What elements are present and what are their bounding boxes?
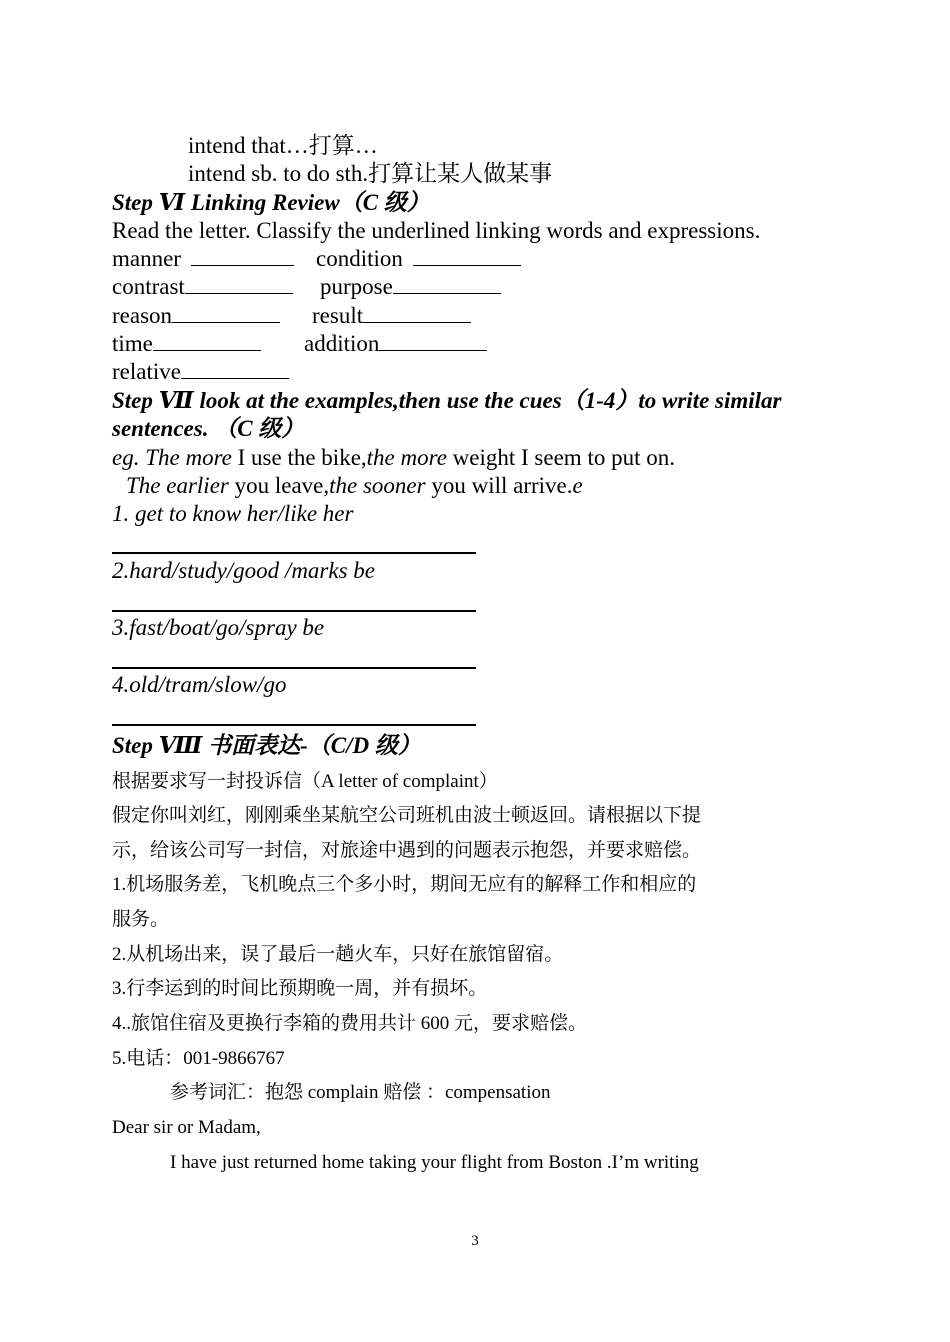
answer-blank[interactable] <box>413 246 521 266</box>
category-label: result <box>312 303 364 328</box>
cue-3: 3.fast/boat/go/spray be <box>112 615 325 640</box>
answer-blank[interactable] <box>172 303 280 323</box>
example-text: e <box>572 473 583 498</box>
blank-row-1b <box>316 245 521 273</box>
point-3: 3.行李运到的时间比预期晚一周，并有损坏。 <box>112 978 488 999</box>
salutation: Dear sir or Madam, <box>112 1117 261 1138</box>
example-phrase: the more <box>366 445 447 470</box>
example-phrase: the sooner <box>329 473 426 498</box>
step6-heading: Step Ⅵ Linking Review（C 级） <box>112 190 430 215</box>
answer-blank[interactable] <box>153 331 261 351</box>
answer-line[interactable] <box>112 610 476 612</box>
point-2: 2.从机场出来，误了最后一趟火车，只好在旅馆留宿。 <box>112 944 564 965</box>
answer-blank[interactable] <box>363 303 471 323</box>
task-description-1: 假定你叫刘红，刚刚乘坐某航空公司班机由波士顿返回。请根据以下提 <box>112 805 702 826</box>
point-4: 4..旅馆住宿及更换行李箱的费用共计 600 元，要求赔偿。 <box>112 1013 588 1034</box>
blank-row-2 <box>112 273 293 301</box>
step7-heading-line1: Step Ⅶ look at the examples,then use the cues（1-4）to write similar <box>112 388 782 413</box>
answer-line[interactable] <box>112 552 476 554</box>
example-phrase: The earlier <box>126 473 229 498</box>
step8-heading: Step Ⅷ 书面表达-（C/D 级） <box>112 733 421 758</box>
cue-2: 2.hard/study/good /marks be <box>112 558 375 583</box>
step6-instruction: Read the letter. Classify the underlined linking words and expressions. <box>112 218 761 243</box>
answer-blank[interactable] <box>393 274 501 294</box>
blank-row-3 <box>112 302 280 330</box>
example-sentence-2 <box>126 472 583 500</box>
example-text: I use the bike, <box>231 445 367 470</box>
category-label: addition <box>304 331 380 356</box>
answer-blank[interactable] <box>185 274 293 294</box>
blank-row-5 <box>112 358 289 386</box>
answer-blank[interactable] <box>191 246 294 266</box>
blank-row-1 <box>112 245 294 273</box>
answer-line[interactable] <box>112 667 476 669</box>
category-label: reason <box>112 303 173 328</box>
cue-4: 4.old/tram/slow/go <box>112 672 287 697</box>
blank-row-2b <box>320 273 501 301</box>
example-sentence-1 <box>112 444 675 472</box>
category-label: manner <box>112 246 181 271</box>
point-5: 5.电话：001-9866767 <box>112 1048 285 1069</box>
example-text: you leave, <box>228 473 330 498</box>
category-label: relative <box>112 359 181 384</box>
answer-line[interactable] <box>112 724 476 726</box>
page-number: 3 <box>471 1233 479 1249</box>
example-text: weight I seem to put on. <box>446 445 675 470</box>
category-label: purpose <box>320 274 393 299</box>
blank-row-4b <box>304 330 487 358</box>
point-1: 1.机场服务差，飞机晚点三个多小时，期间无应有的解释工作和相应的 <box>112 874 697 895</box>
cue-1: 1. get to know her/like her <box>112 501 354 526</box>
intend-that-line: intend that…打算… <box>188 133 378 158</box>
point-1-cont: 服务。 <box>112 909 170 930</box>
task-description-2: 示，给该公司写一封信，对旅途中遇到的问题表示抱怨，并要求赔偿。 <box>112 840 702 861</box>
eg-label: eg. <box>112 445 140 470</box>
step7-heading-line2: sentences. （C 级） <box>112 416 305 441</box>
category-label: contrast <box>112 274 185 299</box>
answer-blank[interactable] <box>379 331 487 351</box>
answer-blank[interactable] <box>181 359 289 379</box>
blank-row-3b <box>312 302 471 330</box>
letter-opening: I have just returned home taking your flight from Boston .I’m writing <box>170 1152 699 1173</box>
blank-row-4 <box>112 330 261 358</box>
vocab-hint: 参考词汇：抱怨 complain 赔偿 ：compensation <box>170 1082 551 1103</box>
example-phrase: The more <box>145 445 232 470</box>
task-title: 根据要求写一封投诉信（A letter of complaint） <box>112 771 498 792</box>
category-label: time <box>112 331 153 356</box>
category-label: condition <box>316 246 403 271</box>
intend-sb-line: intend sb. to do sth.打算让某人做某事 <box>188 161 553 186</box>
example-text: you will arrive. <box>425 473 573 498</box>
